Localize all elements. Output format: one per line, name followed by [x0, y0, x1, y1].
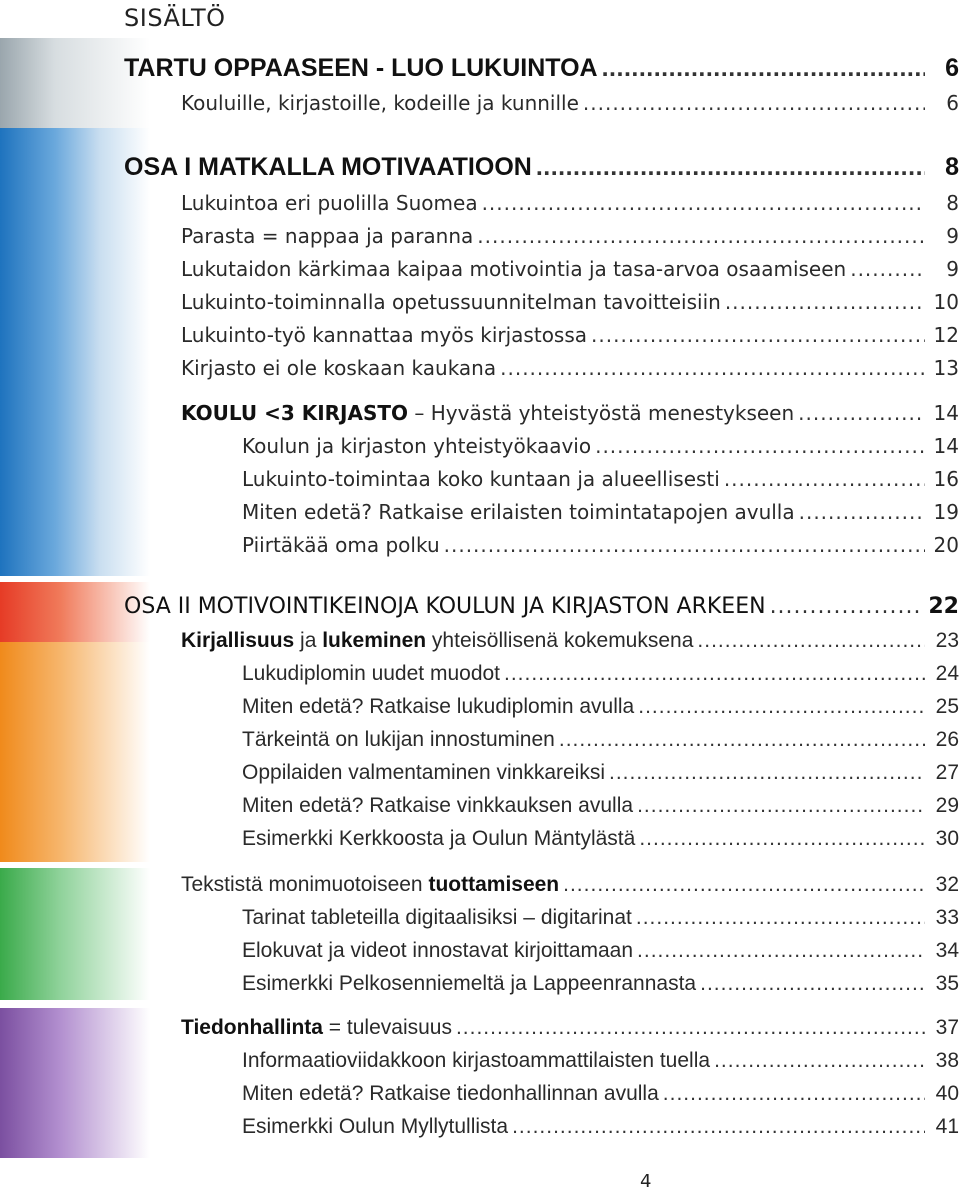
toc-heading[interactable] — [124, 594, 959, 619]
toc-page-number: 9 — [946, 224, 959, 248]
dot-leader — [637, 794, 925, 818]
toc-entry[interactable] — [181, 290, 959, 314]
toc-page-number: 9 — [946, 257, 959, 281]
bold-text: lukeminen — [322, 629, 427, 652]
toc-heading-label: OSA II MOTIVOINTIKEINOJA KOULUN JA KIRJASTON ARKEEN — [124, 594, 766, 619]
toc-entry-label: Lukuinto-toiminnalla opetussuunnitelman tavoitteisiin — [181, 290, 721, 314]
toc-entry-label: Kouluille, kirjastoille, kodeille ja kunnille — [181, 91, 579, 115]
toc-entry-label: Tärkeintä on lukijan innostuminen — [242, 728, 555, 751]
toc-entry-label: Koulun ja kirjaston yhteistyökaavio — [242, 434, 592, 458]
toc-page-number: 16 — [933, 467, 959, 491]
toc-entry[interactable] — [242, 1115, 959, 1139]
toc-entry-label: Miten edetä? Ratkaise vinkkauksen avulla — [242, 794, 634, 817]
toc-entry-label: Lukuinto-työ kannattaa myös kirjastossa — [181, 323, 588, 347]
toc-entry-label: Miten edetä? Ratkaise tiedonhallinnan avulla — [242, 1082, 659, 1105]
dot-leader — [697, 629, 925, 653]
dot-leader — [663, 1082, 925, 1106]
bold-text: Kirjallisuus — [181, 629, 295, 652]
dot-leader — [563, 873, 925, 897]
dot-leader — [638, 695, 925, 719]
dot-leader — [602, 54, 925, 83]
toc-subheading[interactable] — [181, 401, 959, 425]
bold-text: tuottamiseen — [428, 873, 560, 896]
toc-heading-label: TARTU OPPAASEEN - LUO LUKUINTOA — [124, 54, 598, 82]
toc-page-number: 25 — [935, 695, 959, 718]
dot-leader — [850, 257, 925, 281]
toc-entry[interactable] — [181, 257, 959, 281]
dot-leader — [456, 1016, 925, 1040]
toc-heading-label: OSA I MATKALLA MOTIVAATIOON — [124, 153, 532, 181]
toc-page-number: 6 — [946, 91, 959, 115]
dot-leader — [444, 533, 925, 557]
toc-entry-label: Oppilaiden valmentaminen vinkkareiksi — [242, 761, 606, 784]
label-text: ja — [294, 629, 323, 652]
label-text: – Hyvästä yhteistyöstä menestykseen — [408, 401, 795, 425]
toc-page-number: 29 — [935, 794, 959, 817]
toc-entry[interactable] — [242, 434, 959, 458]
toc-page-number: 34 — [935, 939, 959, 962]
page-number: 4 — [640, 1171, 652, 1192]
dot-leader — [725, 290, 925, 314]
toc-entry[interactable] — [181, 323, 959, 347]
toc-entry-label: Esimerkki Oulun Myllytullista — [242, 1115, 509, 1138]
dot-leader — [609, 761, 925, 785]
toc-page-number: 8 — [945, 153, 959, 181]
toc-page-number: 23 — [935, 629, 959, 652]
toc-page-number: 19 — [933, 500, 959, 524]
dot-leader — [583, 91, 925, 115]
toc-entry-label: Lukutaidon kärkimaa kaipaa motivointia ja tasa-arvoa osaamiseen — [181, 257, 847, 281]
toc-entry-label: Informaatioviidakkoon kirjastoammattilaisten tuella — [242, 1049, 711, 1072]
toc-entry-label: Esimerkki Kerkkoosta ja Oulun Mäntylästä — [242, 827, 636, 850]
toc-entry[interactable] — [242, 500, 959, 524]
toc-entry-label: Lukuinto-toimintaa koko kuntaan ja alueellisesti — [242, 467, 720, 491]
toc-entry[interactable] — [242, 533, 959, 557]
toc-entry-label — [181, 629, 693, 653]
toc-page-number: 38 — [935, 1049, 959, 1072]
toc-entry-label: Lukudiplomin uudet muodot — [242, 662, 501, 685]
toc-subheading[interactable] — [181, 629, 959, 653]
toc-page-number: 35 — [935, 972, 959, 995]
label-text: Tekstistä monimuotoiseen — [181, 873, 429, 896]
toc-entry-label — [181, 401, 794, 425]
dot-leader — [512, 1115, 925, 1139]
toc-page-number: 14 — [933, 401, 959, 425]
dot-leader — [559, 728, 925, 752]
toc-page-number: 33 — [935, 906, 959, 929]
dot-leader — [798, 401, 925, 425]
toc-entry[interactable] — [242, 972, 959, 996]
toc-subheading[interactable] — [181, 1016, 959, 1040]
toc-entry-label: Piirtäkää oma polku — [242, 533, 440, 557]
toc-page-number: 20 — [933, 533, 959, 557]
dot-leader — [595, 434, 925, 458]
toc-page-number: 26 — [935, 728, 959, 751]
dot-leader — [714, 1049, 925, 1073]
toc-entry[interactable] — [242, 906, 959, 930]
dot-leader — [799, 500, 925, 524]
toc-page-number: 32 — [935, 873, 959, 896]
toc-page-number: 8 — [946, 191, 959, 215]
toc-page-number: 22 — [928, 594, 959, 619]
toc-entry[interactable] — [242, 695, 959, 719]
dot-leader — [504, 662, 925, 686]
toc-entry[interactable] — [181, 224, 959, 248]
toc-page-number: 41 — [935, 1115, 959, 1138]
toc-entry-label: Lukuintoa eri puolilla Suomea — [181, 191, 478, 215]
toc-page-number: 24 — [935, 662, 959, 685]
toc-page-number: 27 — [935, 761, 959, 784]
toc-entry[interactable] — [181, 356, 959, 380]
toc-entry[interactable] — [242, 467, 959, 491]
bold-text: KOULU <3 KIRJASTO — [181, 401, 409, 425]
toc-entry[interactable] — [181, 191, 959, 215]
toc-entry[interactable] — [242, 761, 959, 785]
toc-entry[interactable] — [242, 1082, 959, 1106]
bold-text: Tiedonhallinta — [181, 1016, 323, 1039]
dot-leader — [477, 224, 925, 248]
toc-subheading[interactable] — [181, 873, 959, 897]
toc-page-number: 6 — [945, 54, 959, 82]
toc-entry-label: Tarinat tableteilla digitaalisiksi – digitarinat — [242, 906, 632, 929]
toc-entry-label: Miten edetä? Ratkaise lukudiplomin avulla — [242, 695, 635, 718]
toc-entry[interactable] — [242, 662, 959, 686]
toc-entry[interactable] — [242, 794, 959, 818]
dot-leader — [700, 972, 925, 996]
dot-leader — [636, 906, 925, 930]
toc-page-number: 10 — [933, 290, 959, 314]
dot-leader — [770, 594, 923, 619]
toc-page-number: 14 — [933, 434, 959, 458]
dot-leader — [500, 356, 925, 380]
toc-heading[interactable] — [124, 153, 959, 182]
toc-page-number: 40 — [935, 1082, 959, 1105]
toc-entry[interactable] — [242, 728, 959, 752]
toc-entry-label — [181, 873, 559, 897]
dot-leader — [637, 939, 925, 963]
toc-entry-label: Esimerkki Pelkosenniemeltä ja Lappeenrannasta — [242, 972, 697, 995]
toc-entry-label: Elokuvat ja videot innostavat kirjoittamaan — [242, 939, 634, 962]
dot-leader — [482, 191, 925, 215]
toc-heading[interactable] — [124, 54, 959, 83]
toc-page-number: 12 — [933, 323, 959, 347]
label-text: yhteisöllisenä kokemuksena — [426, 629, 694, 652]
dot-leader — [639, 827, 925, 851]
toc-entry[interactable] — [242, 1049, 959, 1073]
toc-entry-label: Parasta = nappaa ja paranna — [181, 224, 474, 248]
dot-leader — [591, 323, 925, 347]
toc-entry-label — [181, 1016, 452, 1040]
toc-page-number: 30 — [935, 827, 959, 850]
toc-page-number: 13 — [933, 356, 959, 380]
dot-leader — [724, 467, 925, 491]
toc-entry[interactable] — [242, 827, 959, 851]
toc-entry-label: Kirjasto ei ole koskaan kaukana — [181, 356, 497, 380]
toc-entry[interactable] — [242, 939, 959, 963]
toc-entry[interactable] — [181, 91, 959, 115]
dot-leader — [536, 153, 925, 182]
label-text: = tulevaisuus — [322, 1016, 452, 1039]
toc-page-number: 37 — [935, 1016, 959, 1039]
toc-entry-label: Miten edetä? Ratkaise erilaisten toimintatapojen avulla — [242, 500, 795, 524]
page-title: SISÄLTÖ — [124, 4, 226, 32]
